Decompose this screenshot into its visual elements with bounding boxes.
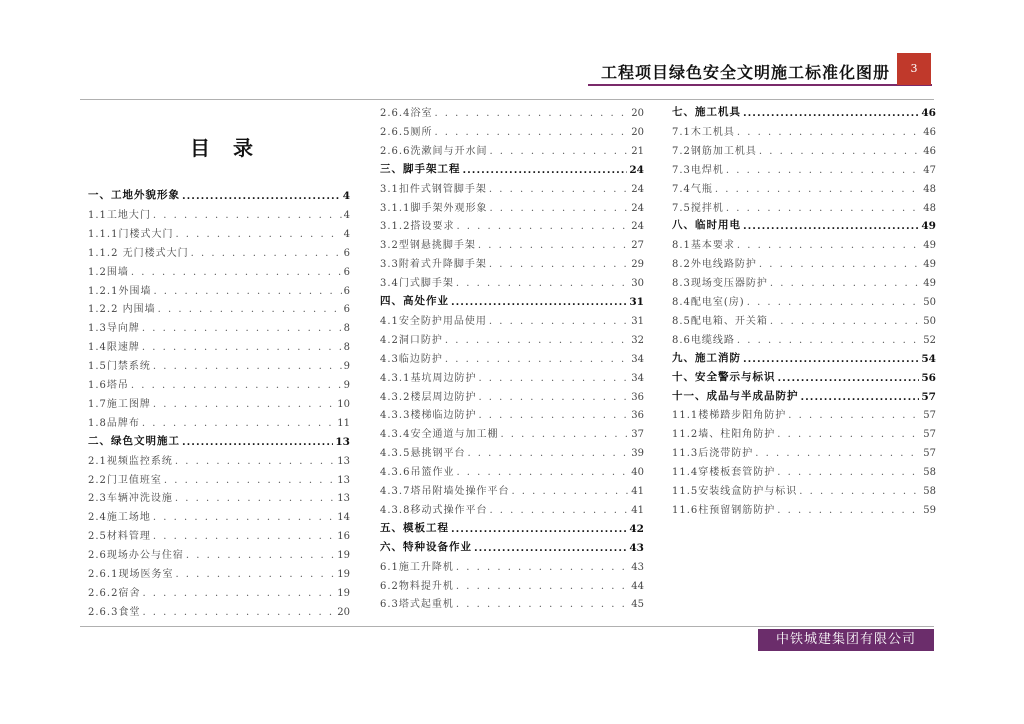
toc-leader-dots — [142, 323, 342, 334]
toc-leader-dots — [456, 581, 629, 592]
toc-page-number: 45 — [631, 599, 644, 611]
toc-leader-dots — [489, 184, 629, 195]
toc-leader-dots — [142, 342, 342, 353]
toc-leader-dots — [801, 391, 920, 403]
toc-page-number: 10 — [337, 398, 350, 410]
toc-leader-dots — [456, 562, 629, 573]
toc-entry[interactable] — [672, 161, 936, 176]
toc-leader-dots — [489, 316, 629, 327]
toc-section-entry[interactable] — [88, 433, 350, 448]
toc-entry[interactable] — [672, 142, 936, 157]
toc-heading: 目 录 — [190, 136, 261, 160]
toc-entry-label: 四、高处作业 — [380, 295, 449, 307]
toc-leader-dots — [131, 267, 342, 278]
toc-entry[interactable] — [88, 206, 350, 221]
toc-page-number: 49 — [923, 240, 936, 252]
toc-entry-label: 7.2钢筋加工机具 — [672, 145, 757, 157]
toc-entry-label: 4.3.2楼层周边防护 — [380, 391, 477, 403]
toc-entry[interactable] — [380, 331, 644, 346]
toc-section-entry[interactable] — [672, 350, 936, 365]
toc-leader-dots — [186, 550, 335, 561]
toc-entry-label: 二、绿色文明施工 — [88, 434, 180, 447]
toc-entry-label: 4.3.7塔吊附墙处操作平台 — [380, 486, 510, 497]
toc-entry[interactable] — [88, 263, 350, 278]
toc-leader-dots — [777, 467, 921, 478]
toc-section-entry[interactable] — [380, 293, 644, 308]
toc-page-number: 46 — [923, 145, 936, 157]
toc-leader-dots — [478, 240, 629, 251]
toc-page-number: 49 — [923, 278, 936, 290]
toc-page-number: 43 — [631, 561, 644, 573]
toc-page-number: 19 — [337, 569, 350, 580]
toc-leader-dots — [478, 392, 629, 403]
toc-leader-dots — [743, 107, 919, 119]
top-rule — [80, 99, 934, 100]
toc-page-number: 50 — [923, 315, 936, 327]
toc-leader-dots — [164, 475, 335, 486]
toc-entry-label: 8.5配电箱、开关箱 — [672, 315, 768, 327]
toc-entry[interactable] — [672, 463, 936, 478]
toc-entry[interactable] — [88, 603, 350, 618]
bottom-rule — [80, 626, 934, 627]
toc-entry[interactable] — [88, 225, 350, 240]
toc-leader-dots — [759, 259, 921, 270]
toc-entry-label: 4.3.3楼梯临边防护 — [380, 410, 477, 422]
toc-entry[interactable] — [380, 595, 644, 610]
toc-entry[interactable] — [672, 312, 936, 327]
toc-leader-dots — [153, 361, 342, 372]
toc-entry[interactable] — [380, 577, 644, 592]
toc-entry[interactable] — [380, 199, 644, 214]
toc-entry-label: 1.4限速牌 — [88, 342, 140, 354]
toc-entry[interactable] — [672, 180, 936, 195]
toc-leader-dots — [474, 542, 627, 554]
toc-page-number: 49 — [921, 220, 936, 233]
toc-leader-dots — [788, 410, 921, 421]
toc-page-number: 57 — [923, 429, 936, 441]
toc-entry[interactable] — [88, 527, 350, 542]
toc-leader-dots — [182, 190, 341, 202]
toc-leader-dots — [743, 353, 919, 365]
company-name: 中铁城建集团有限公司 — [758, 629, 934, 651]
toc-leader-dots — [434, 127, 629, 138]
toc-entry-label: 4.3.6吊篮作业 — [380, 467, 455, 479]
toc-page-number: 34 — [631, 372, 644, 384]
toc-section-entry[interactable] — [88, 187, 350, 202]
toc-entry-label: 4.3.4安全通道与加工棚 — [380, 429, 499, 441]
toc-entry-label: 2.2门卫值班室 — [88, 474, 162, 486]
toc-page-number: 11 — [337, 417, 350, 429]
toc-leader-dots — [456, 467, 629, 478]
toc-page-number: 49 — [923, 259, 936, 271]
toc-page-number: 13 — [337, 455, 350, 467]
toc-entry[interactable] — [88, 508, 350, 523]
toc-entry[interactable] — [88, 565, 350, 580]
toc-leader-dots — [142, 418, 335, 429]
toc-leader-dots — [489, 259, 629, 270]
toc-entry-label: 7.3电焊机 — [672, 164, 724, 176]
toc-page-number: 44 — [631, 580, 644, 592]
toc-leader-dots — [153, 399, 335, 410]
toc-entry-label: 1.6塔吊 — [88, 380, 129, 391]
toc-entry[interactable] — [672, 501, 936, 516]
toc-entry[interactable] — [672, 444, 936, 459]
toc-page-number: 57 — [921, 390, 936, 403]
toc-leader-dots — [755, 448, 921, 459]
toc-entry[interactable] — [88, 489, 350, 504]
toc-entry-label: 11.2墙、柱阳角防护 — [672, 429, 776, 441]
toc-entry-label: 1.1.1门楼式大门 — [88, 228, 174, 240]
toc-leader-dots — [153, 286, 341, 297]
toc-leader-dots — [182, 436, 333, 448]
toc-entry[interactable] — [88, 338, 350, 353]
toc-page-number: 24 — [631, 221, 644, 233]
toc-page-number: 50 — [923, 297, 936, 308]
toc-page-number: 24 — [629, 163, 644, 176]
toc-leader-dots — [175, 229, 341, 240]
toc-page-number: 48 — [923, 183, 936, 195]
toc-entry-label: 六、特种设备作业 — [380, 540, 472, 553]
toc-page-number: 14 — [337, 512, 350, 524]
toc-leader-dots — [777, 505, 921, 516]
toc-page-number: 47 — [923, 164, 936, 176]
toc-entry[interactable] — [88, 452, 350, 467]
toc-entry-label: 1.8品牌布 — [88, 417, 140, 429]
toc-entry-label: 6.1施工升降机 — [380, 561, 454, 573]
toc-entry-label: 11.5安装线盒防护与标识 — [672, 486, 798, 497]
toc-leader-dots — [737, 335, 921, 346]
toc-leader-dots — [445, 354, 629, 365]
toc-page-number: 40 — [631, 467, 644, 479]
toc-page-number: 31 — [629, 296, 644, 308]
toc-page-number: 52 — [923, 334, 936, 346]
toc-entry[interactable] — [88, 357, 350, 372]
toc-entry-label: 一、工地外貌形象 — [88, 189, 180, 201]
toc-entry-label: 4.2洞口防护 — [380, 334, 443, 346]
toc-entry[interactable] — [88, 319, 350, 334]
toc-leader-dots — [726, 165, 921, 176]
toc-leader-dots — [743, 220, 919, 232]
toc-page-number: 27 — [631, 240, 644, 252]
toc-leader-dots — [434, 108, 629, 119]
toc-page-number: 13 — [335, 435, 350, 448]
toc-page-number: 46 — [923, 126, 936, 138]
toc-entry-label: 3.4门式脚手架 — [380, 278, 454, 290]
toc-page-number: 56 — [921, 371, 936, 384]
toc-entry-label: 4.3.8移动式操作平台 — [380, 504, 488, 516]
toc-leader-dots — [489, 146, 629, 157]
toc-entry-label: 2.6.6洗漱间与开水间 — [380, 145, 488, 157]
toc-entry[interactable] — [88, 300, 350, 315]
toc-page-number: 34 — [631, 353, 644, 365]
toc-page-number: 58 — [923, 467, 936, 479]
toc-page-number: 4 — [343, 209, 350, 221]
toc-entry[interactable] — [380, 444, 644, 459]
toc-entry[interactable] — [380, 406, 644, 421]
toc-entry-label: 2.3车辆冲洗设施 — [88, 493, 173, 505]
toc-entry[interactable] — [380, 388, 644, 403]
toc-leader-dots — [737, 127, 921, 138]
toc-entry-label: 2.5材料管理 — [88, 531, 151, 543]
toc-page-number: 16 — [337, 531, 350, 543]
toc-leader-dots — [467, 448, 629, 459]
toc-page-number: 19 — [337, 550, 350, 562]
toc-section-entry[interactable] — [380, 520, 644, 535]
toc-entry-label: 1.2.2 内围墙 — [88, 304, 156, 316]
toc-entry-label: 1.1工地大门 — [88, 209, 151, 221]
toc-entry-label: 4.3.5悬挑钢平台 — [380, 448, 466, 460]
toc-page-number: 41 — [631, 486, 644, 497]
toc-leader-dots — [456, 221, 629, 232]
toc-entry-label: 4.1安全防护用品使用 — [380, 315, 487, 327]
toc-leader-dots — [158, 304, 342, 315]
toc-page-number: 58 — [923, 486, 936, 497]
toc-entry-label: 6.2物料提升机 — [380, 580, 454, 592]
toc-page-number: 13 — [337, 474, 350, 486]
toc-page-number: 13 — [337, 493, 350, 505]
toc-leader-dots — [153, 210, 342, 221]
toc-leader-dots — [799, 486, 921, 497]
toc-entry[interactable] — [672, 406, 936, 421]
toc-section-entry[interactable] — [672, 104, 936, 119]
toc-entry[interactable] — [380, 142, 644, 157]
toc-entry[interactable] — [672, 255, 936, 270]
toc-entry-label: 1.1.2 无门楼式大门 — [88, 247, 189, 259]
toc-entry-label: 11.4穿楼板套管防护 — [672, 467, 776, 479]
toc-entry-label: 8.3现场变压器防护 — [672, 278, 768, 290]
toc-leader-dots — [478, 410, 629, 421]
toc-leader-dots — [777, 429, 921, 440]
toc-leader-dots — [131, 380, 342, 391]
toc-entry[interactable] — [380, 123, 644, 138]
toc-leader-dots — [456, 278, 629, 289]
toc-page-number: 19 — [337, 587, 350, 599]
toc-entry-label: 7.1木工机具 — [672, 126, 735, 138]
toc-page-number: 6 — [343, 304, 350, 316]
toc-leader-dots — [478, 373, 629, 384]
toc-entry-label: 2.4施工场地 — [88, 512, 151, 524]
toc-page-number: 8 — [343, 342, 350, 354]
toc-entry-label: 2.1视频监控系统 — [88, 455, 173, 467]
toc-entry-label: 6.3塔式起重机 — [380, 599, 454, 611]
toc-entry[interactable] — [88, 395, 350, 410]
toc-entry-label: 11.1楼梯踏步阳角防护 — [672, 410, 787, 422]
toc-leader-dots — [715, 184, 921, 195]
toc-entry-label: 2.6现场办公与住宿 — [88, 550, 184, 562]
toc-page-number: 20 — [337, 606, 350, 618]
toc-entry-label: 1.2.1外围墙 — [88, 285, 152, 297]
toc-page-number: 32 — [631, 334, 644, 346]
toc-leader-dots — [463, 164, 628, 176]
toc-page-number: 46 — [921, 107, 936, 119]
toc-entry[interactable] — [380, 482, 644, 497]
toc-entry-label: 九、施工消防 — [672, 351, 741, 364]
toc-leader-dots — [153, 531, 335, 542]
document-title: 工程项目绿色安全文明施工标准化图册 — [600, 63, 890, 82]
toc-entry-label: 1.7施工图牌 — [88, 398, 151, 410]
toc-section-entry[interactable] — [380, 161, 644, 176]
toc-entry[interactable] — [380, 274, 644, 289]
toc-page-number: 54 — [921, 352, 936, 365]
toc-entry-label: 三、脚手架工程 — [380, 162, 461, 175]
toc-entry[interactable] — [380, 425, 644, 440]
toc-entry-label: 五、模板工程 — [380, 521, 449, 534]
toc-leader-dots — [142, 588, 335, 599]
toc-page-number: 31 — [631, 315, 644, 327]
toc-entry-label: 十一、成品与半成品防护 — [672, 389, 799, 402]
toc-page-number: 39 — [631, 448, 644, 460]
toc-entry[interactable] — [672, 482, 936, 497]
toc-entry-label: 2.6.2宿舍 — [88, 587, 141, 599]
toc-leader-dots — [770, 316, 921, 327]
toc-entry[interactable] — [88, 244, 350, 259]
toc-leader-dots — [142, 607, 335, 618]
toc-entry[interactable] — [672, 293, 936, 308]
toc-entry[interactable] — [88, 546, 350, 561]
toc-entry-label: 8.6电缆线路 — [672, 334, 735, 346]
toc-leader-dots — [759, 146, 921, 157]
toc-page-number: 37 — [631, 429, 644, 441]
toc-leader-dots — [778, 372, 920, 384]
toc-leader-dots — [153, 512, 335, 523]
toc-entry[interactable] — [88, 376, 350, 391]
page-number-badge: 3 — [897, 53, 931, 85]
toc-page-number: 4 — [342, 190, 350, 202]
toc-entry[interactable] — [88, 584, 350, 599]
toc-leader-dots — [456, 599, 629, 610]
toc-leader-dots — [770, 278, 921, 289]
toc-leader-dots — [500, 429, 629, 440]
toc-entry-label: 11.6柱预留钢筋防护 — [672, 504, 776, 516]
toc-entry-label: 十、安全警示与标识 — [672, 370, 776, 383]
toc-page-number: 36 — [631, 391, 644, 403]
toc-section-entry[interactable] — [672, 217, 936, 232]
toc-page-number: 20 — [631, 126, 644, 138]
toc-page-number: 59 — [923, 504, 936, 516]
toc-entry[interactable] — [672, 425, 936, 440]
toc-page-number: 9 — [343, 380, 350, 391]
toc-page-number: 57 — [923, 448, 936, 460]
toc-entry[interactable] — [380, 180, 644, 195]
toc-entry[interactable] — [88, 282, 350, 297]
toc-leader-dots — [451, 296, 627, 308]
toc-page-number: 6 — [343, 247, 350, 259]
toc-section-entry[interactable] — [672, 388, 936, 403]
toc-entry-label: 1.2围墙 — [88, 266, 129, 278]
toc-page-number: 30 — [631, 278, 644, 290]
toc-page-number: 42 — [629, 522, 644, 535]
toc-entry[interactable] — [88, 414, 350, 429]
toc-leader-dots — [726, 203, 921, 214]
toc-leader-dots — [451, 523, 627, 535]
toc-entry[interactable] — [672, 331, 936, 346]
toc-entry-label: 7.4气瓶 — [672, 183, 713, 195]
toc-entry[interactable] — [380, 255, 644, 270]
toc-page-number: 24 — [631, 202, 644, 214]
toc-entry[interactable] — [380, 217, 644, 232]
toc-page-number: 36 — [631, 410, 644, 422]
toc-page-number: 6 — [343, 285, 350, 297]
toc-entry-label: 7.5搅拌机 — [672, 202, 724, 214]
toc-entry[interactable] — [672, 123, 936, 138]
toc-leader-dots — [737, 240, 921, 251]
toc-entry[interactable] — [380, 369, 644, 384]
toc-entry-label: 4.3临边防护 — [380, 353, 443, 365]
toc-page-number: 29 — [631, 259, 644, 271]
toc-leader-dots — [175, 493, 335, 504]
toc-entry-label: 八、临时用电 — [672, 219, 741, 232]
header-divider — [588, 84, 932, 86]
toc-entry[interactable] — [380, 501, 644, 516]
toc-entry-label: 4.3.1基坑周边防护 — [380, 372, 477, 384]
toc-entry[interactable] — [88, 471, 350, 486]
toc-leader-dots — [747, 297, 922, 308]
toc-entry-label: 8.1基本要求 — [672, 240, 735, 252]
toc-page-number: 41 — [631, 504, 644, 516]
toc-page-number: 24 — [631, 183, 644, 195]
toc-entry[interactable] — [672, 199, 936, 214]
toc-entry-label: 3.1扣件式钢管脚手架 — [380, 183, 487, 195]
toc-page-number: 6 — [343, 266, 350, 278]
toc-page-number: 21 — [631, 145, 644, 157]
toc-entry-label: 3.1.1脚手架外观形象 — [380, 202, 488, 214]
toc-page-number: 9 — [343, 361, 350, 373]
toc-page-number: 8 — [343, 323, 350, 335]
toc-leader-dots — [445, 335, 629, 346]
toc-entry-label: 1.5门禁系统 — [88, 361, 151, 373]
toc-page-number: 20 — [631, 108, 644, 119]
toc-entry[interactable] — [380, 104, 644, 119]
toc-entry-label: 1.3导向牌 — [88, 323, 140, 335]
toc-page-number: 48 — [923, 202, 936, 214]
toc-leader-dots — [511, 486, 629, 497]
toc-entry[interactable] — [672, 236, 936, 251]
toc-page-number: 57 — [923, 410, 936, 422]
toc-section-entry[interactable] — [380, 539, 644, 554]
toc-entry-label: 8.4配电室(房) — [672, 297, 745, 308]
toc-leader-dots — [489, 203, 629, 214]
toc-section-entry[interactable] — [672, 369, 936, 384]
toc-entry-label: 2.6.5厕所 — [380, 126, 433, 138]
toc-entry-label: 2.6.4浴室 — [380, 108, 433, 119]
toc-leader-dots — [175, 569, 335, 580]
toc-entry-label: 2.6.1现场医务室 — [88, 569, 174, 580]
toc-leader-dots — [489, 505, 629, 516]
toc-entry-label: 8.2外电线路防护 — [672, 259, 757, 271]
toc-leader-dots — [175, 456, 335, 467]
toc-entry-label: 11.3后浇带防护 — [672, 448, 754, 460]
toc-entry[interactable] — [380, 350, 644, 365]
toc-entry[interactable] — [672, 274, 936, 289]
toc-page-number: 4 — [343, 228, 350, 240]
toc-entry-label: 3.1.2搭设要求 — [380, 221, 455, 233]
toc-entry[interactable] — [380, 558, 644, 573]
toc-leader-dots — [191, 248, 342, 259]
toc-entry-label: 3.3附着式升降脚手架 — [380, 259, 487, 271]
toc-entry[interactable] — [380, 236, 644, 251]
toc-entry-label: 七、施工机具 — [672, 106, 741, 118]
toc-entry-label: 3.2型钢悬挑脚手架 — [380, 240, 476, 252]
toc-entry-label: 2.6.3食堂 — [88, 606, 141, 618]
toc-page-number: 43 — [629, 541, 644, 554]
toc-entry[interactable] — [380, 312, 644, 327]
toc-entry[interactable] — [380, 463, 644, 478]
